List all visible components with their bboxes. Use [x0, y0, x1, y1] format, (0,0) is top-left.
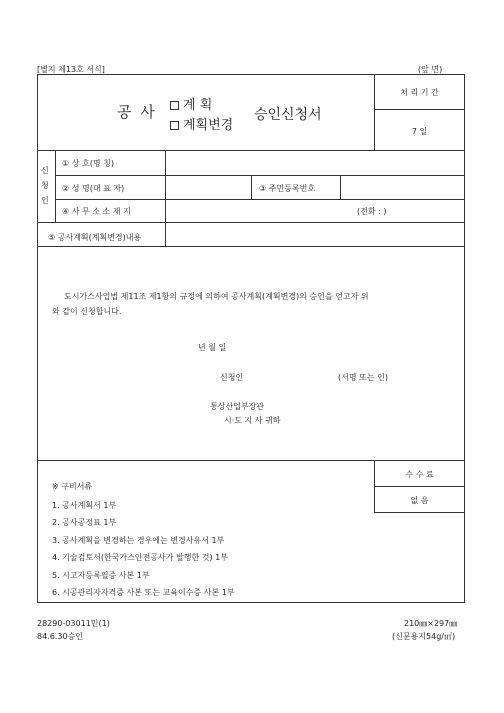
application-statement-line1: 도시가스사업법 제11조 제1항의 규정에 의하여 공사계획(계획변경)의 승인을 얻고자 위	[64, 292, 369, 301]
list-item: 2. 공사공정표 1부	[52, 518, 117, 528]
representative-name-label: ② 성 명(대 표 자)	[62, 184, 125, 193]
approval-date: 84.6.30승인	[37, 632, 83, 641]
title-prefix: 공 사	[117, 103, 157, 121]
phone-label: (전화 : )	[357, 207, 387, 216]
representative-name-field[interactable]	[166, 176, 250, 198]
signature-note: (서명 또는 인)	[338, 373, 388, 382]
application-statement-line2: 와 같이 신청합니다.	[52, 307, 122, 316]
fee-value: 없 음	[410, 496, 429, 505]
list-item: 5. 시고자등록필증 사본 1부	[52, 570, 150, 580]
paper-size: 210㎜×297㎜	[404, 619, 458, 628]
paper-type: (신문용지54g/㎡)	[392, 632, 456, 641]
form-code: 28290-03011민(1)	[37, 619, 110, 628]
date-line: 년 월 일	[198, 343, 227, 352]
plan-content-field[interactable]	[166, 223, 464, 245]
title-option-plan: 계 획	[170, 94, 212, 113]
list-item: 6. 시공관리자자격증 사본 또는 교육이수증 사본 1부	[52, 588, 235, 598]
fee-label: 수 수 료	[405, 470, 434, 479]
checkbox-icon[interactable]	[170, 121, 179, 130]
trade-name-field[interactable]	[166, 151, 464, 174]
required-documents-list	[52, 497, 235, 601]
applicant-signature-label: 신청인	[220, 373, 244, 382]
applicant-side-label: 신 청 인	[41, 166, 49, 205]
list-item: 4. 기술검토서(한국가스안전공사가 발행한 것) 1부	[52, 553, 228, 563]
checkbox-icon[interactable]	[170, 101, 179, 110]
title-option-plan-change: 계획변경	[170, 114, 233, 133]
resident-number-field[interactable]	[341, 176, 464, 198]
plan-content-label: ⑤ 공사계획(계획변경)내용	[48, 233, 142, 242]
trade-name-label: ① 상 호(명 칭)	[62, 159, 114, 168]
office-address-label: ④ 사 무 소 소 재 지	[62, 207, 131, 216]
page-side-label: (앞 면)	[418, 65, 443, 74]
list-item: 1. 공사계획서 1부	[52, 501, 117, 510]
processing-period-label: 처 리 기 간	[400, 88, 439, 97]
processing-period-value: 7 일	[411, 127, 428, 136]
form-number: [별지 제13호 서식]	[37, 65, 105, 74]
title-suffix: 승인신청서	[254, 107, 322, 123]
required-documents-heading: ※ 구비서류	[52, 482, 93, 491]
office-address-field[interactable]	[166, 200, 356, 221]
list-item: 3. 공사계획을 변경하는 경우에는 변경사유서 1부	[52, 535, 225, 545]
resident-number-label: ③ 주민등록번호	[259, 184, 316, 193]
recipient-governor: 시·도 지 사 귀하	[224, 416, 281, 425]
recipient-minister: 통상산업부장관	[210, 402, 265, 411]
